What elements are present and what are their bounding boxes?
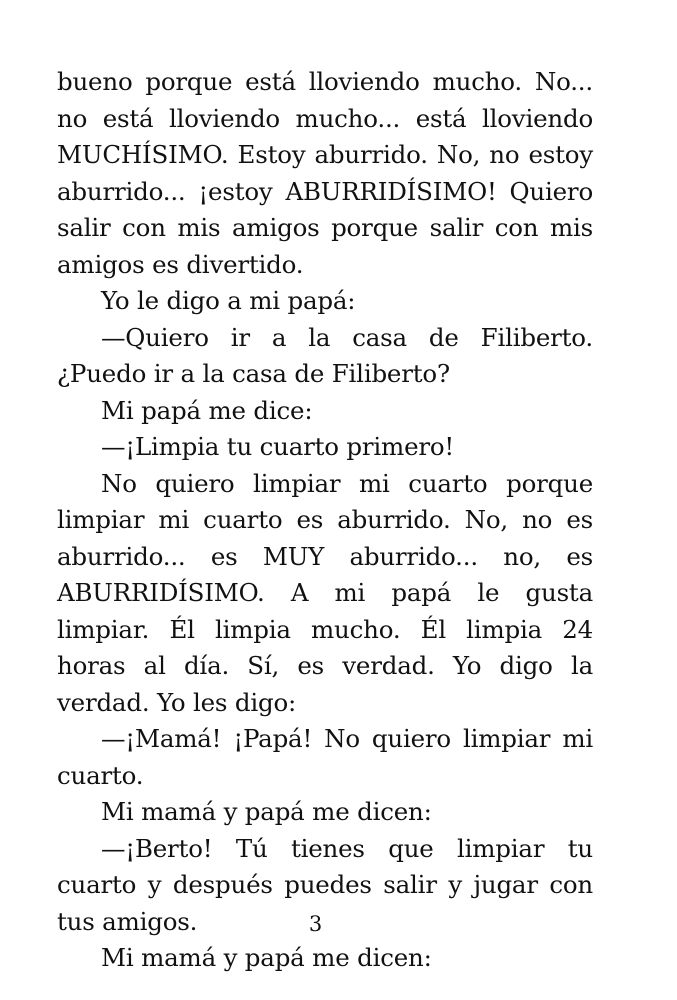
dialogue-berto: —¡Berto! Tú tienes que limpiar tu cuarto y después puedes salir y jugar con tus amigos. xyxy=(57,833,593,936)
paragraph-boring: No quiero limpiar mi cuarto porque limpiar mi cuarto es aburrido. No, no es aburrido... es MUY aburrido... no, es ABURRIDÍSIMO. A mi papá le gusta limpiar. Él limpia mucho. Él limpia 24 horas al día. Sí, es verdad. Yo digo la verdad. Yo les digo: xyxy=(57,468,593,717)
dialogue-clean-room: —¡Limpia tu cuarto primero! xyxy=(101,432,455,461)
paragraph-parents-say-again: Mi mamá y papá me dicen: xyxy=(101,943,432,972)
paragraph-continued: bueno porque está lloviendo mucho. No... no está lloviendo mucho... está lloviendo MUCHÍSIMO. Estoy aburrido. No, no estoy aburrido... ¡estoy ABURRIDÍSIMO! Quiero salir con mis amigos porque salir con mis amigos es divertido. xyxy=(57,67,593,279)
dialogue-filiberto: —Quiero ir a la casa de Filiberto. ¿Puedo ir a la casa de Filiberto? xyxy=(57,322,593,388)
paragraph-parents-say: Mi mamá y papá me dicen: xyxy=(101,797,432,826)
page-body xyxy=(57,64,593,977)
paragraph-dad-says: Mi papá me dice: xyxy=(101,395,313,425)
dialogue-mom-dad: —¡Mamá! ¡Papá! No quiero limpiar mi cuarto. xyxy=(57,724,593,790)
paragraph-dad-ask: Yo le digo a mi papá: xyxy=(101,286,356,315)
page-number: 3 xyxy=(308,912,323,936)
